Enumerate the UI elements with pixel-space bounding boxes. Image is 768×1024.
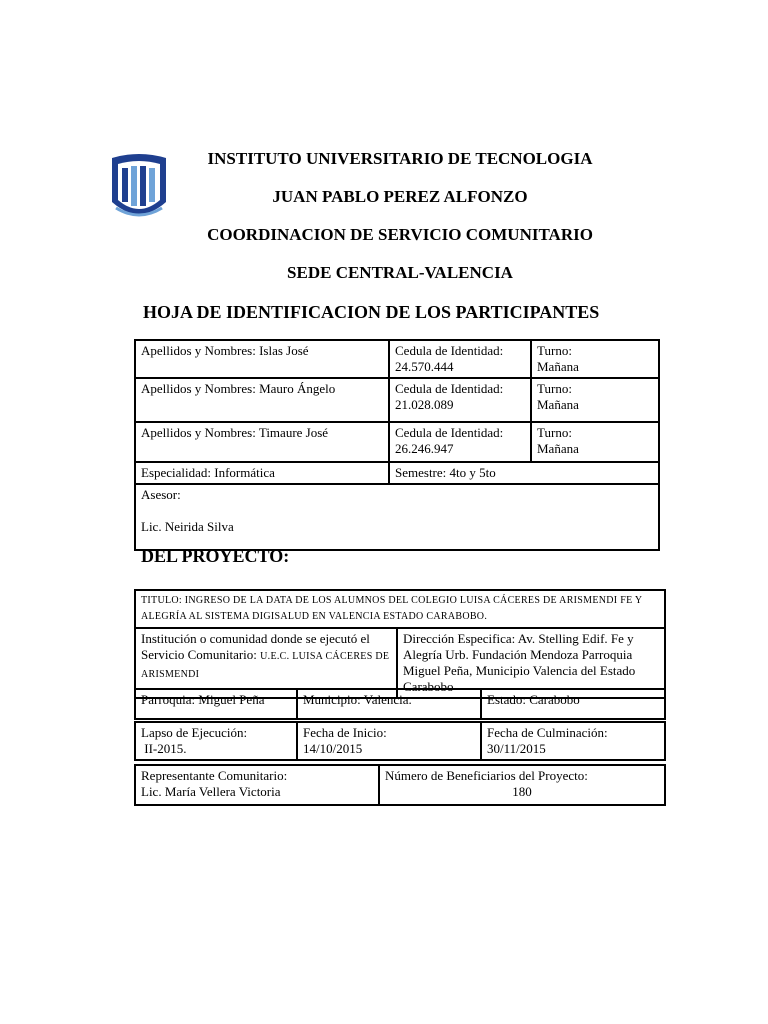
shift-value: Mañana <box>537 397 579 412</box>
participant-name: Apellidos y Nombres: Timaure José <box>135 422 389 462</box>
advisor-label: Asesor: <box>141 487 181 502</box>
participant-shift-cell <box>531 422 659 462</box>
semester: Semestre: 4to y 5to <box>389 462 659 484</box>
id-value: 26.246.947 <box>395 441 454 456</box>
end-date-label: Fecha de Culminación: <box>487 725 608 740</box>
project-title: DEL PROYECTO: <box>141 546 290 566</box>
table-row <box>135 689 665 719</box>
id-label: Cedula de Identidad: <box>395 343 504 358</box>
coordination-name: COORDINACION DE SERVICIO COMUNITARIO <box>207 225 593 244</box>
shift-label: Turno: <box>537 425 572 440</box>
participant-id-cell <box>389 378 531 422</box>
representative-table <box>134 764 666 806</box>
advisor-cell <box>135 484 659 550</box>
shift-label: Turno: <box>537 381 572 396</box>
institution-name: INSTITUTO UNIVERSITARIO DE TECNOLOGIA <box>207 149 593 168</box>
institution-value: U.E.C. LUISA CÁCERES DE ARISMENDI <box>141 651 390 680</box>
campus-name: SEDE CENTRAL-VALENCIA <box>287 263 513 282</box>
beneficiaries-count: 180 <box>512 784 532 799</box>
participants-title: HOJA DE IDENTIFICACION DE LOS PARTICIPANTES <box>143 302 600 322</box>
advisor-name: Lic. Neirida Silva <box>141 519 234 534</box>
participant-name: Apellidos y Nombres: Mauro Ángelo <box>135 378 389 422</box>
table-row <box>135 765 665 805</box>
table-row <box>135 422 659 462</box>
representative-label: Representante Comunitario: <box>141 768 288 783</box>
shift-label: Turno: <box>537 343 572 358</box>
beneficiaries-label: Número de Beneficiarios del Proyecto: <box>385 768 588 783</box>
id-value: 21.028.089 <box>395 397 454 412</box>
participant-id-cell <box>389 422 531 462</box>
beneficiaries-cell <box>379 765 665 805</box>
end-date-value: 30/11/2015 <box>487 741 546 756</box>
project-titulo: TITULO: INGRESO DE LA DATA DE LOS ALUMNOS DEL COLEGIO LUISA CÁCERES DE ARISMENDI FE Y ALEGRÍA AL SISTEMA DIGISALUD EN VALENCIA ESTADO CARABOBO. <box>135 590 665 628</box>
municipality: Municipio: Valencia. <box>297 689 481 719</box>
institution-label: Institución o comunidad donde se ejecutó el Servicio Comunitario: <box>141 631 370 662</box>
id-value: 24.570.444 <box>395 359 454 374</box>
specialty: Especialidad: Informática <box>135 462 389 484</box>
start-date-value: 14/10/2015 <box>303 741 363 756</box>
shift-value: Mañana <box>537 359 579 374</box>
institution-subname: JUAN PABLO PEREZ ALFONZO <box>272 187 528 206</box>
dates-table <box>134 721 666 761</box>
table-row <box>135 378 659 422</box>
table-row <box>135 722 665 760</box>
representative-name: Lic. María Vellera Victoria <box>141 784 281 799</box>
state: Estado: Carabobo <box>481 689 665 719</box>
period-cell <box>135 722 297 760</box>
table-row <box>135 340 659 378</box>
project-table <box>134 589 666 699</box>
table-row <box>135 590 665 628</box>
period-label: Lapso de Ejecución: <box>141 725 248 740</box>
id-label: Cedula de Identidad: <box>395 425 504 440</box>
participant-shift-cell <box>531 378 659 422</box>
participant-id-cell <box>389 340 531 378</box>
participant-shift-cell <box>531 340 659 378</box>
participant-name: Apellidos y Nombres: Islas José <box>135 340 389 378</box>
shift-value: Mañana <box>537 441 579 456</box>
location-table <box>134 688 666 720</box>
table-row <box>135 462 659 484</box>
table-row <box>135 484 659 550</box>
participants-table <box>134 339 660 551</box>
id-label: Cedula de Identidad: <box>395 381 504 396</box>
start-date-label: Fecha de Inicio: <box>303 725 387 740</box>
period-value: II-2015. <box>144 741 187 756</box>
start-date-cell <box>297 722 481 760</box>
address: Dirección Especifica: Av. Stelling Edif. Fe y Alegría Urb. Fundación Mendoza Parroquia Miguel Peña, Municipio Valencia del Estado Carabobo <box>397 628 665 698</box>
parish: Parroquia: Miguel Peña <box>135 689 297 719</box>
representative-cell <box>135 765 379 805</box>
end-date-cell <box>481 722 665 760</box>
